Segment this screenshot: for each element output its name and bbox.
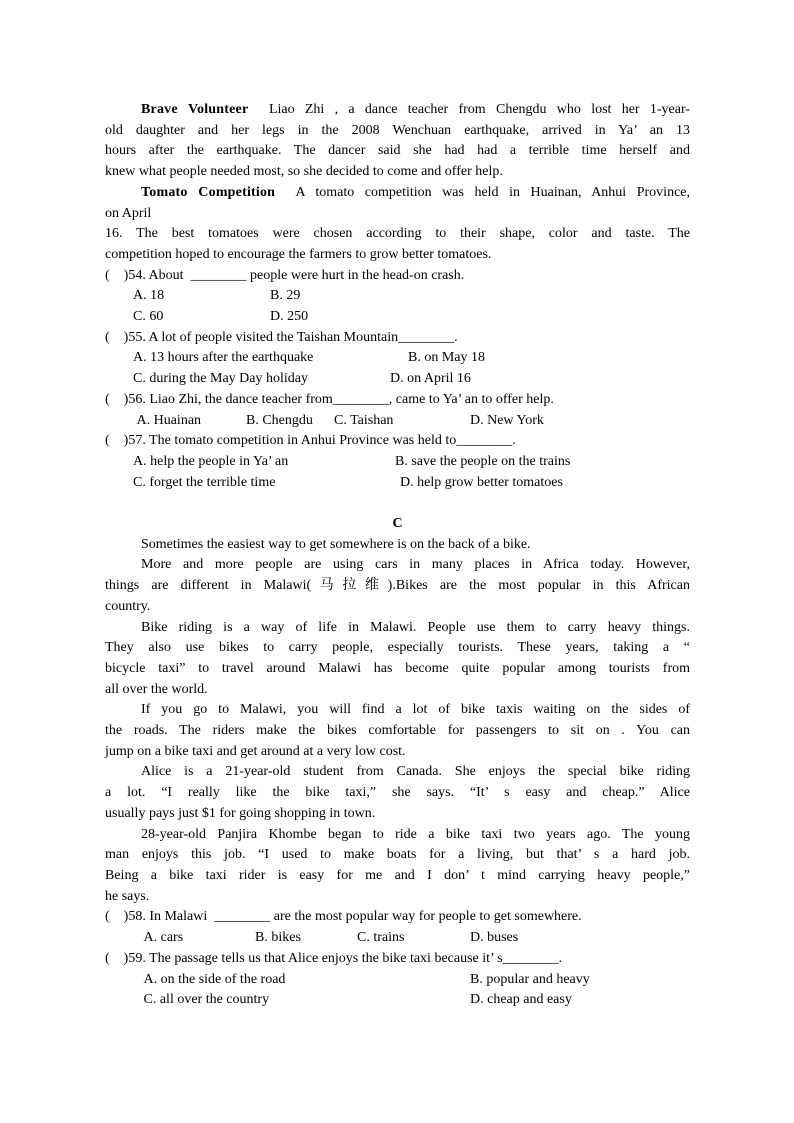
bold-lead: Brave Volunteer — [141, 102, 249, 117]
option-item: D. help grow better tomatoes — [400, 474, 563, 490]
paragraph-line: on April — [105, 205, 152, 221]
option-item: C. forget the terrible time — [133, 474, 276, 490]
paragraph-line: Being a bike taxi rider is easy for me and I don’ t mind carrying heavy people,” — [105, 868, 690, 883]
option-item: D. buses — [470, 930, 519, 946]
option-item: B. save the people on the trains — [395, 453, 571, 469]
option-row — [105, 411, 690, 432]
option-item: A. on the side of the road — [133, 971, 286, 987]
section-label: C — [392, 516, 403, 532]
paragraph-line: If you go to Malawi, you will find a lot of bike taxis waiting on the sides of — [141, 702, 690, 718]
option-row — [105, 970, 690, 991]
question-line: ( )58. In Malawi ________ are the most popular way for people to get somewhere. — [105, 909, 582, 925]
option-item: D. 250 — [270, 309, 309, 325]
option-item: C. 60 — [133, 309, 164, 325]
option-item: C. Taishan — [334, 412, 394, 428]
paragraph-line: More and more people are using cars in many places in Africa today. However, — [141, 557, 690, 573]
option-row — [105, 928, 690, 949]
paragraph-line: country. — [105, 598, 151, 614]
paragraph-line: competition hoped to encourage the farmers to grow better tomatoes. — [105, 246, 492, 262]
option-item: C. all over the country — [133, 992, 270, 1008]
paragraph-line: Alice is a 21-year-old student from Canada. She enjoys the special bike riding — [141, 764, 690, 780]
question-line: ( )54. About ________ people were hurt in the head-on crash. — [105, 267, 465, 283]
option-item: A. 18 — [133, 288, 165, 304]
option-item: A. Huainan — [133, 412, 202, 428]
paragraph-line: he says. — [105, 888, 150, 904]
option-item: D. cheap and easy — [470, 992, 572, 1008]
paragraph-line: They also use bikes to carry people, especially tourists. These years, taking a “ — [105, 640, 690, 656]
option-row — [105, 452, 690, 473]
option-item: A. cars — [133, 930, 184, 946]
paragraph-line: Bike riding is a way of life in Malawi. People use them to carry heavy things. — [141, 619, 690, 635]
question-line: ( )59. The passage tells us that Alice enjoys the bike taxi because it’ s________. — [105, 950, 563, 966]
paragraph-line: Brave Volunteer Liao Zhi , a dance teacher from Chengdu who lost her 1-year- — [141, 102, 690, 117]
option-item: B. Chengdu — [246, 412, 313, 428]
option-row — [105, 348, 690, 369]
paragraph-line: old daughter and her legs in the 2008 Wenchuan earthquake, arrived in Ya’ an 13 — [105, 122, 690, 138]
question-line: ( )57. The tomato competition in Anhui Province was held to________. — [105, 433, 516, 449]
paragraph-line: Sometimes the easiest way to get somewhere is on the back of a bike. — [141, 536, 531, 552]
paragraph-line: Tomato Competition A tomato competition was held in Huainan, Anhui Province, — [141, 184, 690, 200]
paragraph-line: jump on a bike taxi and get around at a very low cost. — [105, 743, 406, 759]
option-item: A. help the people in Ya’ an — [133, 453, 289, 469]
paragraph-line: a lot. “I really like the bike taxi,” she says. “It’ s easy and cheap.” Alice — [105, 785, 690, 801]
document-body — [105, 100, 690, 1011]
option-row — [105, 369, 690, 390]
option-item: C. during the May Day holiday — [133, 371, 308, 387]
paragraph-line: things are different in Malawi(马拉维).Bikes are the most popular in this African — [105, 578, 690, 594]
option-row — [105, 286, 690, 307]
paragraph-line: usually pays just $1 for going shopping in town. — [105, 805, 376, 821]
paragraph-line: man enjoys this job. “I used to make boats for a living, but that’ s a hard job. — [105, 847, 690, 863]
question-line: ( )55. A lot of people visited the Taishan Mountain________. — [105, 329, 458, 345]
option-row — [105, 307, 690, 328]
option-row — [105, 990, 690, 1011]
paragraph-line: bicycle taxi” to travel around Malawi has become quite popular among tourists from — [105, 660, 690, 676]
bold-lead: Tomato Competition — [141, 184, 276, 200]
option-item: D. New York — [470, 412, 544, 428]
option-row — [105, 473, 690, 494]
option-item: D. on April 16 — [390, 371, 471, 387]
option-item: B. bikes — [255, 930, 301, 946]
option-item: A. 13 hours after the earthquake — [133, 350, 314, 366]
paragraph-line: the roads. The riders make the bikes comfortable for passengers to sit on . You can — [105, 723, 690, 739]
option-item: B. 29 — [270, 288, 301, 304]
paragraph-line: 28-year-old Panjira Khombe began to ride a bike taxi two years ago. The young — [141, 826, 690, 842]
paragraph-line: all over the world. — [105, 681, 208, 697]
question-line: ( )56. Liao Zhi, the dance teacher from________, came to Ya’ an to offer help. — [105, 391, 554, 407]
paragraph-line: hours after the earthquake. The dancer said she had had a terrible time herself and — [105, 143, 690, 159]
paragraph-line: knew what people needed most, so she decided to come and offer help. — [105, 164, 503, 180]
option-item: B. on May 18 — [408, 350, 485, 366]
spacer — [105, 493, 690, 514]
paragraph-line: 16. The best tomatoes were chosen according to their shape, color and taste. The — [105, 226, 690, 242]
option-item: C. trains — [357, 930, 405, 946]
option-item: B. popular and heavy — [470, 971, 590, 987]
